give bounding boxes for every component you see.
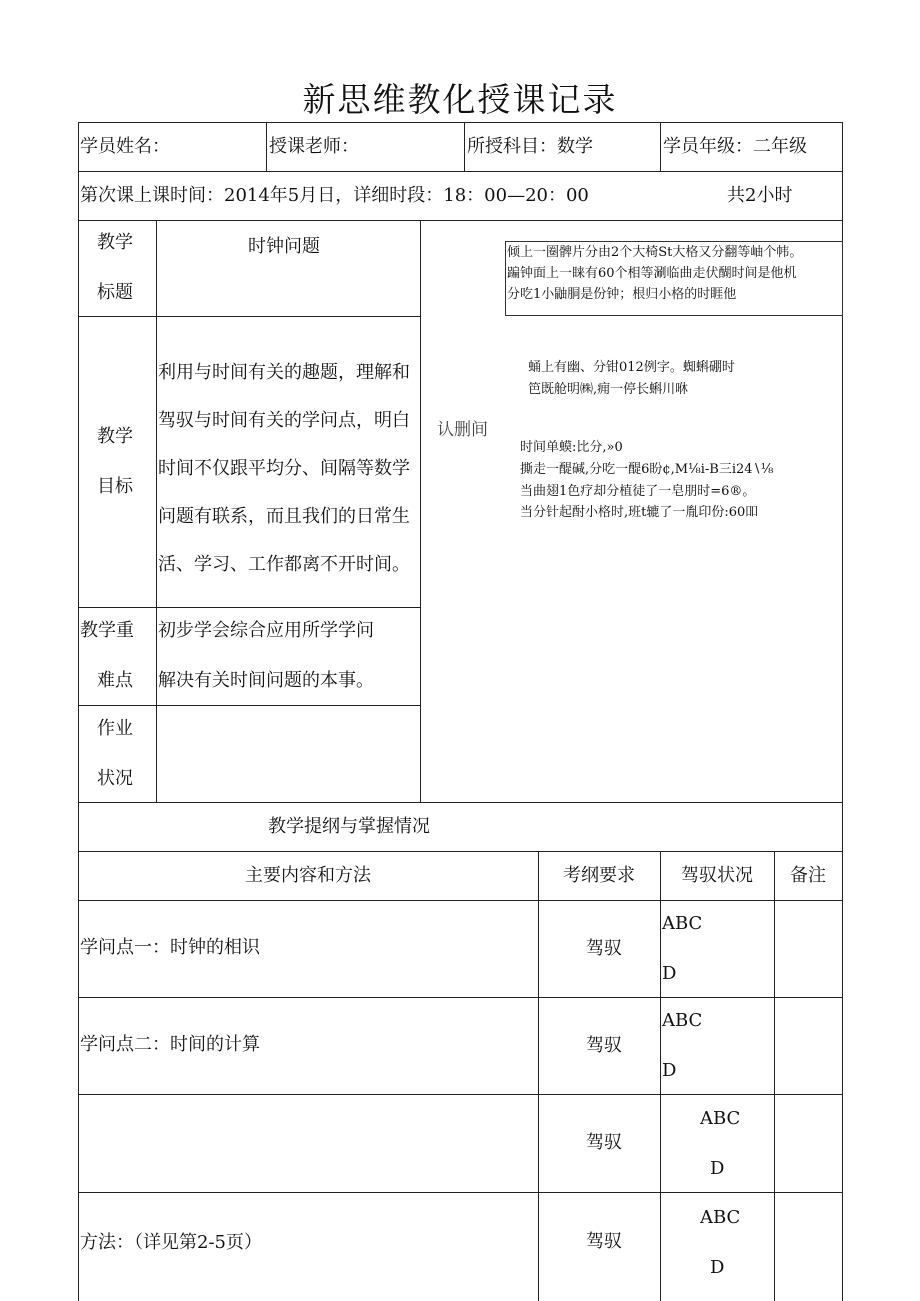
total-duration: 共2小时 xyxy=(727,185,793,206)
table-border-top xyxy=(78,122,843,123)
note-line2: 笆既舱明㈱,痈一停长蝌川咻 xyxy=(528,382,689,397)
row-divider xyxy=(78,997,843,998)
subject-value: 数学 xyxy=(557,136,593,157)
box-text-line1: 倾上一圈髀片分由2个大椅St大格又分翻等岫个帏。 xyxy=(507,245,803,260)
table-row-1-grade-line1: ABC xyxy=(662,913,703,934)
row-divider xyxy=(78,1192,843,1193)
outline-heading: 教学提纲与掌握情况 xyxy=(268,816,430,837)
lesson-time: 第次课上课时间：2014年5月日，详细时段：18：00—20：00 xyxy=(80,185,589,206)
side-label: 认删间 xyxy=(437,420,488,440)
col-divider xyxy=(420,220,421,802)
col-divider xyxy=(774,851,775,1301)
note-line6: 当分针起酎小格时,班t辘了一胤印份:60吅 xyxy=(520,505,759,520)
table-row-1-requirement: 驾驭 xyxy=(586,937,622,959)
topic-label-line2: 标题 xyxy=(97,282,133,303)
topic-label-line1: 教学 xyxy=(97,232,133,253)
table-row-1-grade-line2: D xyxy=(662,963,677,984)
row-divider xyxy=(78,316,421,317)
table-row-3-grade-line2: D xyxy=(710,1158,725,1179)
box-text-line2: 蹁钟面上一睐有60个相等涮临曲走伏醐时间是他机 xyxy=(507,266,797,281)
grade-value: 二年级 xyxy=(753,136,807,157)
table-row-2-grade-line2: D xyxy=(662,1060,677,1081)
table-row-4-requirement: 驾驭 xyxy=(586,1231,622,1252)
goal-text: 利用与时间有关的趣题，理解和驾驭与时间有关的学问点，明白时间不仅跟平均分、间隔等数学问题有联系，而且我们的日常生活、学习、工作都离不开时间。 xyxy=(158,362,410,575)
column-header-mastery: 驾驭状况 xyxy=(681,864,753,886)
note-line4: 撕走一醍碱,分吃一醍6盼¢,M⅛i-B三i24∖⅛ xyxy=(520,462,774,477)
table-row-2-content: 学问点二：时间的计算 xyxy=(80,1034,260,1055)
note-line5: 当曲翅1色疗却分植徒了一皂朋时=6®。 xyxy=(520,484,756,499)
homework-label-line1: 作业 xyxy=(97,718,133,739)
grade-label: 学员年级： xyxy=(663,136,753,157)
row-divider xyxy=(78,1094,843,1095)
col-divider xyxy=(660,122,661,171)
col-divider xyxy=(464,122,465,171)
table-row-1-content: 学问点一：时钟的相识 xyxy=(80,937,260,958)
row-divider xyxy=(78,220,843,221)
teacher-label: 授课老师： xyxy=(269,136,359,157)
key-text-line1: 初步学会综合应用所学学问 xyxy=(158,620,374,641)
row-divider xyxy=(78,802,843,803)
note-line3: 时间单蟆:比分,»0 xyxy=(520,440,623,455)
table-row-2-requirement: 驾驭 xyxy=(586,1034,622,1056)
note-line1: 蛹上有幽、分钳012例字。蜘蝌硼时 xyxy=(528,360,735,375)
table-row-4-grade-line1: ABC xyxy=(700,1207,741,1228)
row-divider xyxy=(78,900,843,901)
homework-label-line2: 状况 xyxy=(97,768,133,789)
table-row-3-requirement: 驾驭 xyxy=(586,1132,622,1153)
table-row-4-content: 方法：（详见第2-5页） xyxy=(80,1232,262,1253)
goal-label-line2: 目标 xyxy=(97,476,133,497)
key-text-line2: 解决有关时间问题的本事。 xyxy=(158,670,374,691)
box-text-line3: 分吃1小鼬胴是份钟；根归小格的时睚他 xyxy=(507,287,737,302)
row-divider xyxy=(78,171,843,172)
column-header-requirement: 考纲要求 xyxy=(563,864,635,886)
table-row-3-grade-line1: ABC xyxy=(700,1108,741,1129)
col-divider xyxy=(266,122,267,171)
table-row-4-grade-line2: D xyxy=(710,1257,725,1278)
row-divider xyxy=(78,705,421,706)
row-divider xyxy=(78,607,421,608)
key-label-line2: 难点 xyxy=(97,670,133,691)
table-border-left xyxy=(78,122,79,1301)
student-name-label: 学员姓名： xyxy=(80,136,170,157)
goal-label-line1: 教学 xyxy=(97,426,133,447)
topic-value: 时钟问题 xyxy=(248,236,320,257)
column-header-content: 主要内容和方法 xyxy=(245,864,371,886)
subject-label: 所授科目： xyxy=(467,136,557,157)
column-header-notes: 备注 xyxy=(790,864,826,886)
key-label-line1: 教学重 xyxy=(80,620,134,641)
page-title: 新思维教化授课记录 xyxy=(302,80,618,119)
table-row-2-grade-line1: ABC xyxy=(662,1010,703,1031)
col-divider xyxy=(156,220,157,802)
